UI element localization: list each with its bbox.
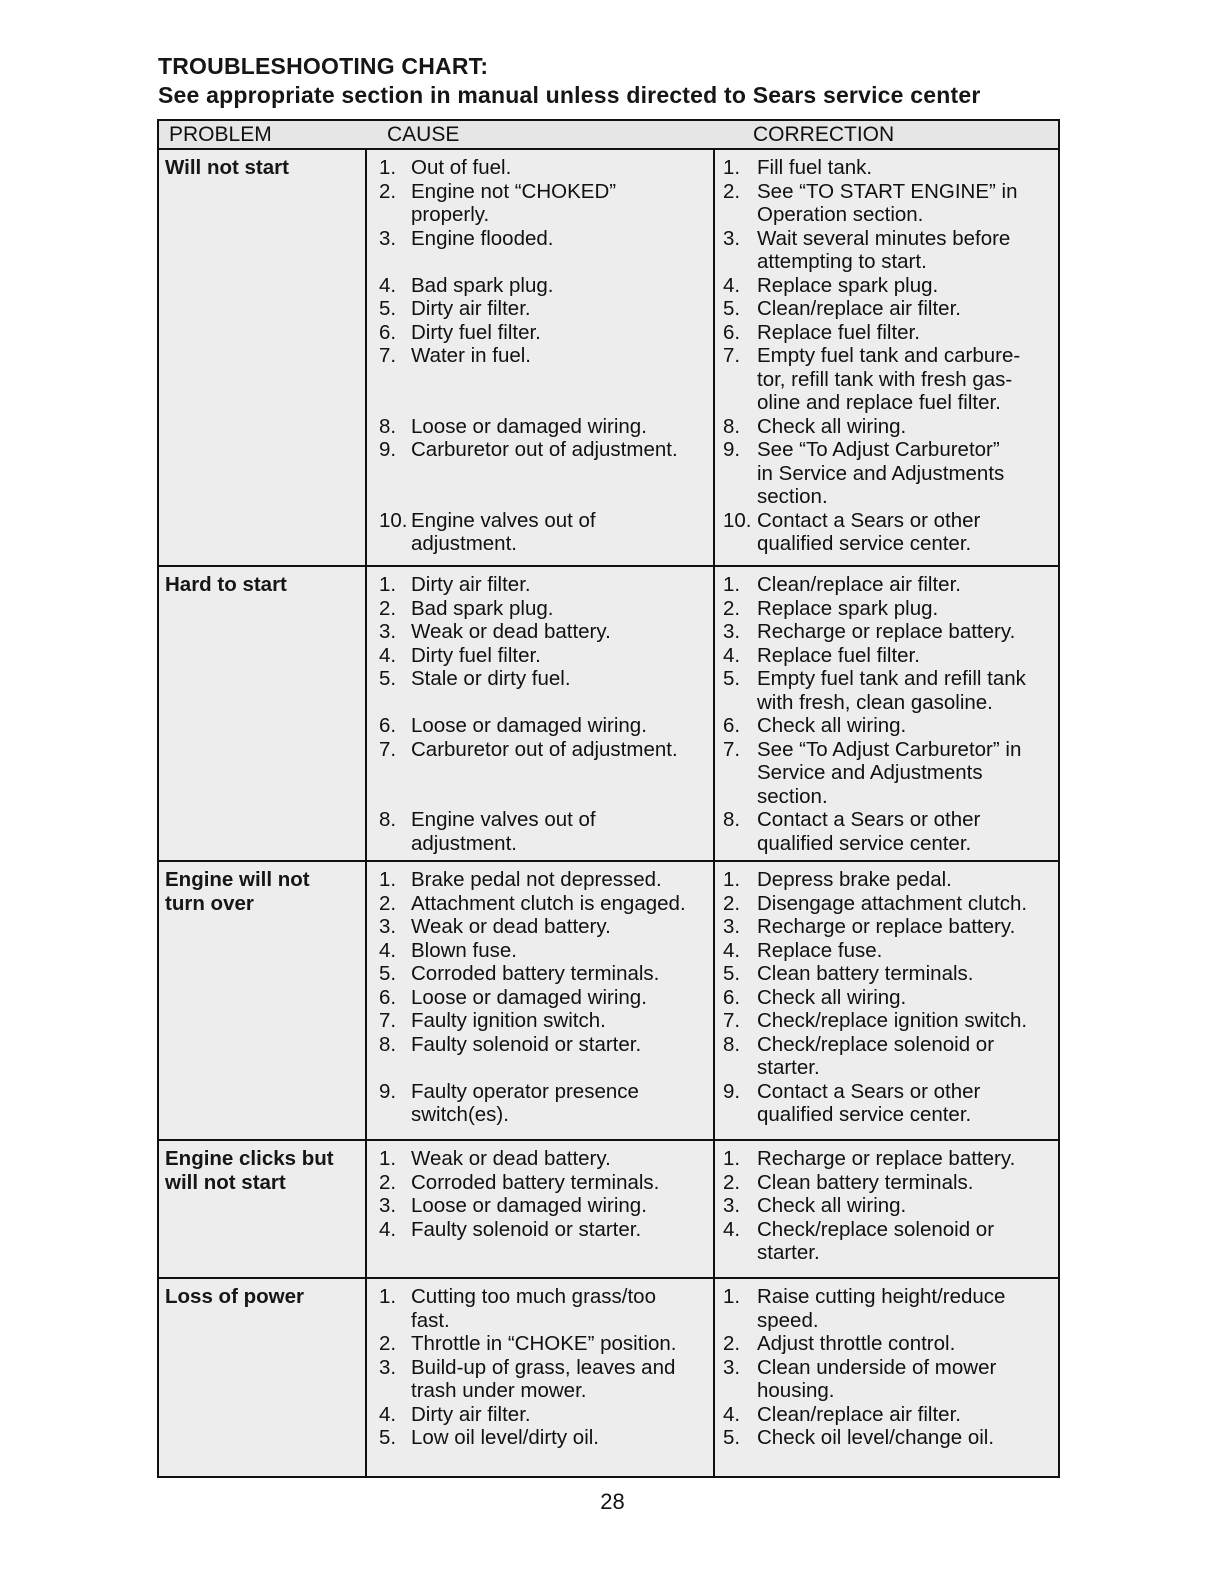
cause-text: [411, 808, 596, 855]
correction-text-line: starter.: [757, 1056, 820, 1079]
correction-text-line: See “To Adjust Carburetor”: [757, 438, 1000, 461]
cause-number: 2.: [379, 1170, 397, 1194]
correction-number: 1.: [723, 1285, 741, 1308]
cause-number: 4.: [379, 273, 397, 297]
cause-text: [411, 415, 647, 439]
correction-text: [757, 892, 1027, 916]
correction-number: 8.: [723, 414, 741, 438]
correction-number: 7.: [723, 344, 741, 367]
correction-text-line: Check all wiring.: [757, 414, 907, 438]
correction-text-line: Disengage attachment clutch.: [757, 891, 1028, 915]
correction-number: 4.: [723, 1402, 741, 1426]
cause-text-line: Engine valves out of: [411, 508, 596, 532]
correction-text-line: Clean/replace air filter.: [757, 573, 961, 596]
cause-number: 2.: [379, 1332, 397, 1355]
header-cause: CAUSE: [387, 123, 460, 146]
cause-number: 8.: [379, 1032, 397, 1056]
correction-text-line: Clean underside of mower: [757, 1355, 997, 1379]
correction-text-line: Contact a Sears or other: [757, 1079, 981, 1103]
correction-number: 6.: [723, 985, 741, 1009]
cause-text: [411, 644, 541, 668]
cause-number: 1.: [379, 868, 397, 891]
header-problem: PROBLEM: [169, 123, 272, 146]
correction-text-line: Replace spark plug.: [757, 273, 939, 297]
correction-text-line: See “TO START ENGINE” in: [757, 179, 1018, 203]
correction-number: 2.: [723, 1332, 741, 1355]
correction-number: 2.: [723, 596, 741, 620]
cause-number: 2.: [379, 179, 397, 203]
cause-text-line: Engine not “CHOKED”: [411, 179, 617, 203]
correction-text: [757, 438, 1004, 509]
cause-text: [411, 962, 659, 986]
correction-text: [757, 573, 961, 597]
correction-number: 2.: [723, 891, 741, 915]
correction-number: 3.: [723, 620, 741, 643]
problem-label-line: Will not start: [165, 156, 289, 179]
cause-text-line: Dirty air filter.: [411, 297, 531, 320]
cause-number: 1.: [379, 156, 397, 179]
correction-text: [757, 1171, 973, 1195]
problem-label-line: Engine will not: [165, 868, 310, 891]
correction-text-line: in Service and Adjustments: [757, 461, 1005, 485]
cause-number: 4.: [379, 643, 397, 667]
correction-text: [757, 509, 980, 556]
problem-label-line: Engine clicks but: [165, 1147, 334, 1170]
cause-number: 3.: [379, 1194, 397, 1217]
cause-text: [411, 1009, 606, 1033]
correction-text: [757, 644, 920, 668]
cause-text: [411, 321, 541, 345]
cause-text-line: Out of fuel.: [411, 156, 512, 179]
correction-text: [757, 227, 1010, 274]
cause-text-line: Faulty operator presence: [411, 1079, 639, 1103]
correction-text: [757, 714, 906, 738]
correction-text-line: attempting to start.: [757, 250, 927, 273]
cause-text: [411, 1194, 647, 1218]
cause-number: 6.: [379, 714, 397, 737]
cause-text-line: Corroded battery terminals.: [411, 1170, 660, 1194]
cause-text: [411, 714, 647, 738]
cause-text: [411, 1147, 611, 1171]
correction-number: 10.: [723, 508, 752, 532]
correction-text-line: Fill fuel tank.: [757, 156, 873, 179]
cause-number: 7.: [379, 737, 397, 761]
correction-text-line: speed.: [757, 1308, 819, 1332]
correction-number: 7.: [723, 737, 741, 761]
correction-text: [757, 180, 1018, 227]
cause-number: 4.: [379, 1217, 397, 1241]
problem-label: [165, 868, 365, 915]
cause-text: [411, 1356, 675, 1403]
cause-text: [411, 667, 571, 691]
correction-text-line: qualified service center.: [757, 532, 972, 555]
cause-text: [411, 1218, 641, 1242]
problem-label: [165, 573, 365, 597]
cause-text-line: Dirty air filter.: [411, 573, 531, 596]
cause-text: [411, 1426, 599, 1450]
cause-text-line: adjustment.: [411, 532, 517, 555]
correction-text-line: Depress brake pedal.: [757, 868, 952, 891]
row-divider: [159, 1277, 1058, 1279]
correction-text-line: Service and Adjustments: [757, 761, 983, 784]
cause-text-line: properly.: [411, 203, 490, 226]
cause-number: 8.: [379, 808, 397, 831]
cause-number: 7.: [379, 1009, 397, 1032]
cause-text-line: adjustment.: [411, 831, 517, 855]
correction-number: 8.: [723, 808, 741, 831]
cause-text-line: Carburetor out of adjustment.: [411, 438, 678, 461]
cause-text-line: Weak or dead battery.: [411, 915, 611, 938]
troubleshooting-table: [157, 119, 1060, 1478]
correction-text-line: tor, refill tank with fresh gas-: [757, 367, 1013, 391]
cause-column-divider: [365, 121, 367, 1476]
correction-number: 2.: [723, 1170, 741, 1194]
correction-text: [757, 808, 980, 855]
correction-text-line: starter.: [757, 1241, 820, 1264]
cause-text-line: Dirty fuel filter.: [411, 643, 541, 667]
correction-text: [757, 297, 961, 321]
correction-text-line: Check oil level/change oil.: [757, 1426, 995, 1449]
correction-number: 4.: [723, 938, 741, 962]
correction-text: [757, 1009, 1027, 1033]
cause-number: 6.: [379, 985, 397, 1009]
cause-text: [411, 597, 553, 621]
correction-text-line: oline and replace fuel filter.: [757, 391, 1001, 414]
correction-text-line: Wait several minutes before: [757, 226, 1011, 250]
cause-text-line: Faulty solenoid or starter.: [411, 1217, 642, 1241]
cause-text-line: Corroded battery terminals.: [411, 962, 660, 985]
correction-text: [757, 1285, 1005, 1332]
correction-text-line: Replace fuel filter.: [757, 320, 920, 344]
correction-text-line: Empty fuel tank and refill tank: [757, 667, 1026, 690]
correction-number: 4.: [723, 643, 741, 667]
correction-text-line: Check all wiring.: [757, 985, 907, 1009]
cause-number: 4.: [379, 1402, 397, 1426]
correction-text-line: Adjust throttle control.: [757, 1332, 956, 1355]
cause-text-line: Carburetor out of adjustment.: [411, 737, 678, 761]
correction-number: 5.: [723, 667, 741, 690]
correction-number: 2.: [723, 179, 741, 203]
correction-column-divider: [713, 121, 715, 1476]
cause-number: 10.: [379, 508, 408, 532]
correction-text-line: Recharge or replace battery.: [757, 915, 1016, 938]
cause-number: 3.: [379, 226, 397, 250]
cause-text: [411, 1332, 676, 1356]
correction-text: [757, 1356, 996, 1403]
row-divider: [159, 1139, 1058, 1141]
correction-text-line: Check all wiring.: [757, 714, 907, 737]
correction-text: [757, 274, 938, 298]
cause-text: [411, 620, 611, 644]
cause-text-line: Dirty air filter.: [411, 1402, 531, 1426]
correction-text: [757, 915, 1015, 939]
cause-text-line: Dirty fuel filter.: [411, 320, 541, 344]
correction-text: [757, 1080, 980, 1127]
cause-text-line: Faulty solenoid or starter.: [411, 1032, 642, 1056]
correction-number: 7.: [723, 1009, 741, 1032]
correction-number: 1.: [723, 868, 741, 891]
problem-label-line: Loss of power: [165, 1285, 304, 1308]
chart-heading: [158, 52, 980, 110]
page-number: 28: [600, 1489, 625, 1514]
cause-text-line: Blown fuse.: [411, 938, 517, 962]
cause-number: 2.: [379, 596, 397, 620]
table-header-row: [159, 121, 1058, 150]
cause-text-line: Engine valves out of: [411, 808, 596, 831]
correction-text: [757, 962, 973, 986]
correction-text: [757, 738, 1021, 809]
problem-label: [165, 1147, 365, 1194]
correction-text: [757, 1332, 955, 1356]
cause-text: [411, 1033, 641, 1057]
cause-text-line: Weak or dead battery.: [411, 620, 611, 643]
correction-text: [757, 868, 952, 892]
correction-number: 6.: [723, 714, 741, 737]
correction-text: [757, 344, 1020, 415]
correction-text: [757, 1033, 994, 1080]
cause-number: 5.: [379, 962, 397, 985]
cause-text-line: Throttle in “CHOKE” position.: [411, 1332, 677, 1355]
correction-text-line: Operation section.: [757, 203, 924, 226]
correction-text-line: Replace spark plug.: [757, 596, 939, 620]
row-divider: [159, 565, 1058, 567]
correction-number: 1.: [723, 156, 741, 179]
cause-text: [411, 915, 611, 939]
cause-text: [411, 438, 678, 462]
correction-text: [757, 597, 938, 621]
correction-number: 5.: [723, 297, 741, 320]
cause-text: [411, 868, 662, 892]
correction-text-line: Check all wiring.: [757, 1194, 907, 1217]
cause-text: [411, 1080, 639, 1127]
cause-text-line: Weak or dead battery.: [411, 1147, 611, 1170]
correction-text-line: Empty fuel tank and carbure-: [757, 344, 1021, 367]
cause-text-line: Loose or damaged wiring.: [411, 1194, 647, 1217]
correction-number: 3.: [723, 915, 741, 938]
problem-label-line: turn over: [165, 891, 254, 915]
header-correction: CORRECTION: [753, 123, 895, 146]
cause-text: [411, 1403, 531, 1427]
cause-text-line: Loose or damaged wiring.: [411, 985, 647, 1009]
cause-text-line: fast.: [411, 1308, 450, 1332]
correction-text-line: section.: [757, 784, 828, 808]
cause-number: 9.: [379, 1079, 397, 1103]
problem-label-line: Hard to start: [165, 573, 287, 596]
cause-text-line: Engine flooded.: [411, 226, 554, 250]
correction-number: 3.: [723, 1194, 741, 1217]
correction-text-line: Raise cutting height/reduce: [757, 1285, 1006, 1308]
correction-text: [757, 321, 920, 345]
cause-text: [411, 738, 678, 762]
correction-text-line: Check/replace solenoid or: [757, 1032, 995, 1056]
correction-text: [757, 939, 882, 963]
correction-text: [757, 156, 872, 180]
cause-text-line: Bad spark plug.: [411, 596, 554, 620]
correction-number: 1.: [723, 573, 741, 596]
correction-text-line: Clean battery terminals.: [757, 962, 974, 985]
correction-text-line: section.: [757, 485, 828, 508]
cause-number: 3.: [379, 915, 397, 938]
correction-text-line: Check/replace solenoid or: [757, 1217, 995, 1241]
correction-number: 4.: [723, 1217, 741, 1241]
correction-text: [757, 415, 906, 439]
cause-text: [411, 939, 517, 963]
cause-number: 3.: [379, 1355, 397, 1379]
correction-text: [757, 1218, 994, 1265]
cause-text-line: Loose or damaged wiring.: [411, 714, 647, 737]
correction-number: 8.: [723, 1032, 741, 1056]
correction-text: [757, 986, 906, 1010]
correction-number: 9.: [723, 438, 741, 461]
cause-text: [411, 297, 531, 321]
cause-text-line: Water in fuel.: [411, 344, 532, 367]
correction-text: [757, 620, 1015, 644]
cause-text-line: Faulty ignition switch.: [411, 1009, 606, 1032]
correction-number: 3.: [723, 1355, 741, 1379]
cause-text-line: Brake pedal not depressed.: [411, 868, 662, 891]
cause-text-line: Build-up of grass, leaves and: [411, 1355, 676, 1379]
cause-text: [411, 573, 531, 597]
cause-text-line: Cutting too much grass/too: [411, 1285, 656, 1308]
correction-text-line: Clean battery terminals.: [757, 1170, 974, 1194]
correction-number: 1.: [723, 1147, 741, 1170]
cause-text-line: trash under mower.: [411, 1379, 587, 1402]
cause-text: [411, 227, 553, 251]
problem-label: [165, 1285, 365, 1309]
correction-text-line: qualified service center.: [757, 831, 972, 855]
cause-text: [411, 180, 616, 227]
correction-text-line: Replace fuse.: [757, 938, 883, 962]
cause-number: 8.: [379, 414, 397, 438]
cause-text-line: Low oil level/dirty oil.: [411, 1426, 599, 1449]
correction-text-line: Recharge or replace battery.: [757, 620, 1016, 643]
cause-text: [411, 156, 511, 180]
correction-text-line: Clean/replace air filter.: [757, 1402, 961, 1426]
cause-number: 4.: [379, 938, 397, 962]
problem-label: [165, 156, 365, 180]
cause-number: 5.: [379, 297, 397, 320]
correction-text-line: Contact a Sears or other: [757, 508, 981, 532]
correction-text: [757, 667, 1026, 714]
correction-number: 4.: [723, 273, 741, 297]
correction-text-line: Replace fuel filter.: [757, 643, 920, 667]
cause-text-line: Stale or dirty fuel.: [411, 667, 571, 690]
chart-title: TROUBLESHOOTING CHART:: [158, 53, 489, 79]
correction-text-line: Check/replace ignition switch.: [757, 1009, 1028, 1032]
correction-number: 3.: [723, 226, 741, 250]
correction-text-line: with fresh, clean gasoline.: [757, 690, 993, 714]
cause-number: 2.: [379, 891, 397, 915]
correction-number: 6.: [723, 320, 741, 344]
cause-text-line: Bad spark plug.: [411, 273, 554, 297]
correction-text-line: qualified service center.: [757, 1103, 972, 1126]
cause-number: 1.: [379, 573, 397, 596]
cause-text: [411, 1285, 656, 1332]
chart-subtitle: See appropriate section in manual unless directed to Sears service center: [158, 82, 981, 108]
cause-number: 3.: [379, 620, 397, 643]
cause-text: [411, 1171, 659, 1195]
cause-number: 1.: [379, 1285, 397, 1308]
correction-text-line: Recharge or replace battery.: [757, 1147, 1016, 1170]
cause-number: 7.: [379, 344, 397, 367]
cause-number: 9.: [379, 438, 397, 461]
correction-text: [757, 1426, 994, 1450]
problem-label-line: will not start: [165, 1170, 286, 1194]
cause-text: [411, 986, 647, 1010]
correction-text: [757, 1403, 961, 1427]
cause-number: 5.: [379, 1426, 397, 1449]
correction-text-line: Clean/replace air filter.: [757, 297, 961, 320]
correction-text-line: See “To Adjust Carburetor” in: [757, 737, 1022, 761]
correction-number: 5.: [723, 1426, 741, 1449]
cause-text: [411, 344, 531, 368]
cause-text-line: switch(es).: [411, 1103, 509, 1126]
correction-number: 9.: [723, 1079, 741, 1103]
cause-text: [411, 509, 596, 556]
cause-text: [411, 274, 553, 298]
row-divider: [159, 860, 1058, 862]
correction-text: [757, 1194, 906, 1218]
cause-text: [411, 892, 686, 916]
cause-number: 6.: [379, 320, 397, 344]
cause-text-line: Attachment clutch is engaged.: [411, 891, 686, 915]
cause-number: 1.: [379, 1147, 397, 1170]
correction-text: [757, 1147, 1015, 1171]
correction-text-line: housing.: [757, 1379, 835, 1402]
correction-number: 5.: [723, 962, 741, 985]
correction-text-line: Contact a Sears or other: [757, 808, 981, 831]
cause-number: 5.: [379, 667, 397, 690]
cause-text-line: Loose or damaged wiring.: [411, 414, 647, 438]
